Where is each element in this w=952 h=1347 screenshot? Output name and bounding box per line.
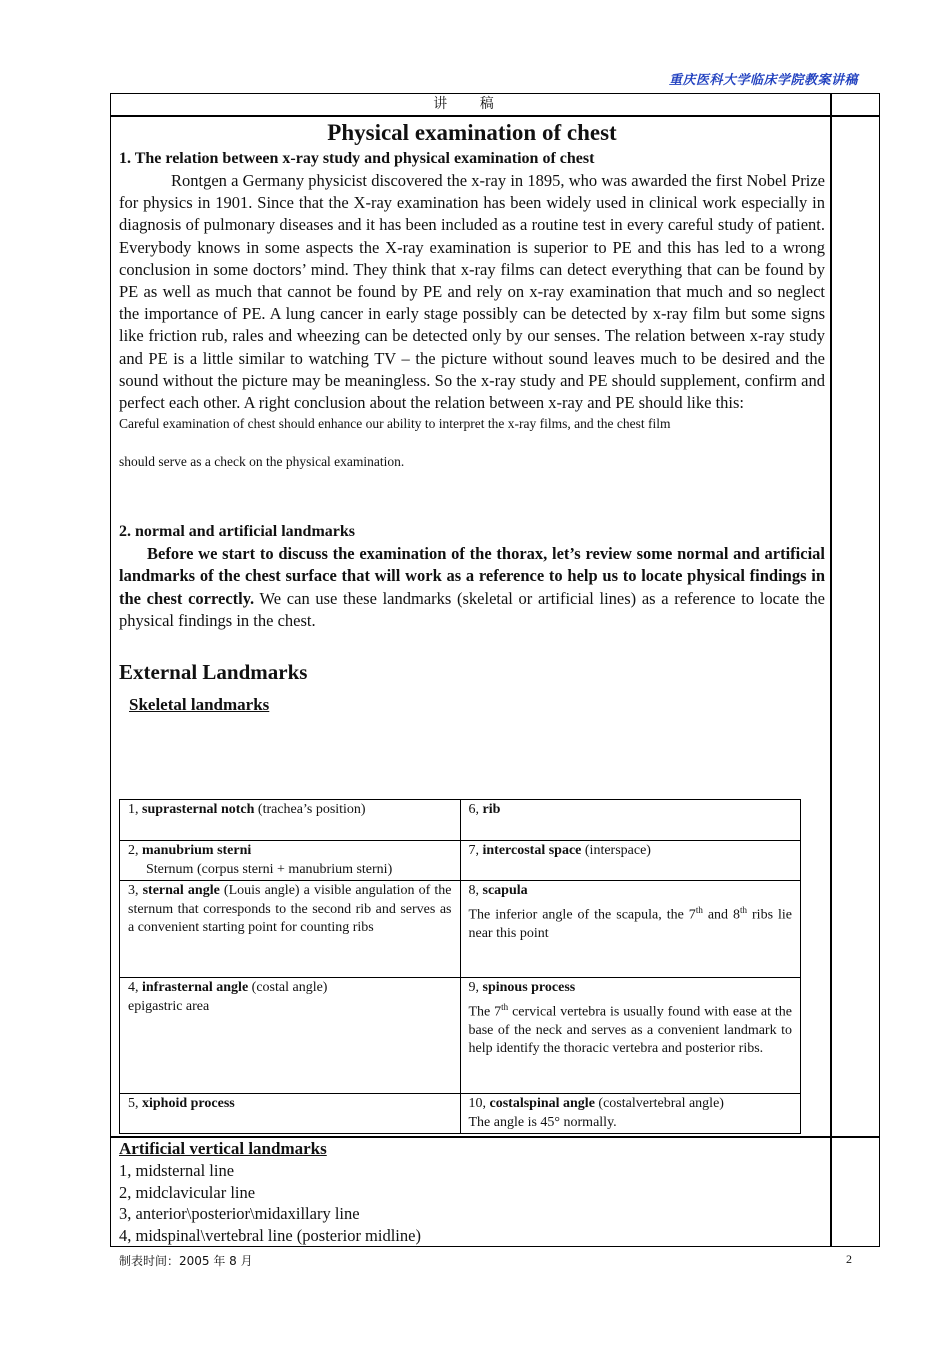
list-item: 4, midspinal\vertebral line (posterior midline)	[119, 1225, 421, 1245]
lecture-label: 讲 稿	[433, 96, 508, 112]
section1-quote-line2: should serve as a check on the physical examination.	[119, 454, 405, 470]
list-item: 3, anterior\posterior\midaxillary line	[119, 1204, 360, 1223]
page-number: 2	[846, 1252, 852, 1266]
section1-body: Rontgen a Germany physicist discovered the x-ray in 1895, who was awarded the first Nobel Prize for physics in 1901. Since that the X-ray examination has been widely used in clinical work especially in diagnosis of pulmonary diseases and it has been included as a routine test in every careful study of patient. Everybody knows in some aspects the X-ray examination is superior to PE and this has led to a wrong conclusion in some doctors’ mind. They think that x-ray films can detect everything that can be found by PE as well as much that cannot be found by PE and rely on x-ray examination that much and so neglect the importance of PE. A lung cancer in early stage possibly can be detected by x-ray film but some signs like friction rub, rales and wheezing can be detected only by our senses. The relation between x-ray study and PE is a little similar to watching TV – the picture without sound leaves much to be desired and the sound without the picture may be meaningless. So the x-ray study and PE should supplement, confirm and perfect each other. A right conclusion about the relation between x-ray and PE should like this:	[119, 171, 825, 413]
header-divider	[111, 115, 879, 117]
landmark-cell: 1, suprasternal notch (trachea’s position)	[120, 800, 461, 841]
table-row	[120, 1094, 801, 1134]
landmark-cell: 7, intercostal space (interspace)	[460, 841, 801, 881]
lecture-frame	[110, 93, 880, 1247]
table-row	[120, 881, 801, 978]
section2-plain-tail: We can use these landmarks (skeletal or artificial lines) as a reference to locate the physical findings in the chest.	[119, 588, 825, 630]
artificial-landmarks	[119, 1138, 825, 1246]
section2-heading: 2. normal and artificial landmarks	[119, 523, 356, 541]
table-row	[120, 978, 801, 1094]
landmark-cell: 6, rib	[460, 800, 801, 841]
list-item: 2, midclavicular line	[119, 1182, 256, 1202]
landmark-cell: 5, xiphoid process	[120, 1094, 461, 1134]
table-row	[120, 800, 801, 841]
section1-quote-line1: Careful examination of chest should enhance our ability to interpret the x-ray films, and the chest film	[119, 416, 671, 432]
header-brand: 重庆医科大学临床学院教案讲稿	[668, 73, 858, 88]
landmark-cell: 3, sternal angle (Louis angle) a visible angulation of the sternum that corresponds to the second rib and serves as a convenient starting point for counting ribs	[120, 881, 461, 978]
external-landmarks-heading: External Landmarks	[119, 660, 308, 685]
landmark-cell: 4, infrasternal angle (costal angle) epigastric area	[120, 978, 461, 1094]
skeletal-landmarks-heading: Skeletal landmarks	[129, 695, 270, 715]
side-column-divider	[830, 94, 832, 1246]
landmark-cell: 8, scapula The inferior angle of the scapula, the 7th and 8th ribs lie near this point	[460, 881, 801, 978]
section1-heading: 1. The relation between x-ray study and physical examination of chest	[119, 150, 595, 167]
lecture-content	[119, 118, 825, 716]
table-row	[120, 841, 801, 881]
artificial-landmarks-heading: Artificial vertical landmarks	[119, 1139, 327, 1158]
landmark-cell: 2, manubrium sterni Sternum (corpus sterni + manubrium sterni)	[120, 841, 461, 881]
skeletal-landmarks-table	[119, 799, 801, 1134]
list-item: 1, midsternal line	[119, 1161, 235, 1180]
landmark-cell: 10, costalspinal angle (costalvertebral angle) The angle is 45° normally.	[460, 1094, 801, 1134]
landmark-cell: 9, spinous process The 7th cervical vertebra is usually found with ease at the base of the neck and serves as a convenient landmark to help identify the thoracic vertebra and posterior ribs.	[460, 978, 801, 1094]
section2-body	[119, 543, 825, 632]
page-title: Physical examination of chest	[327, 120, 617, 145]
section2-bold-intro: Before we start to discuss the examination of the thorax, let’s review some normal and artificial landmarks of the chest surface that will work as a reference to help us to locate physical findings in the chest correctly.	[119, 544, 825, 608]
footer-date: 制表时间：2005 年 8 月	[119, 1254, 253, 1268]
